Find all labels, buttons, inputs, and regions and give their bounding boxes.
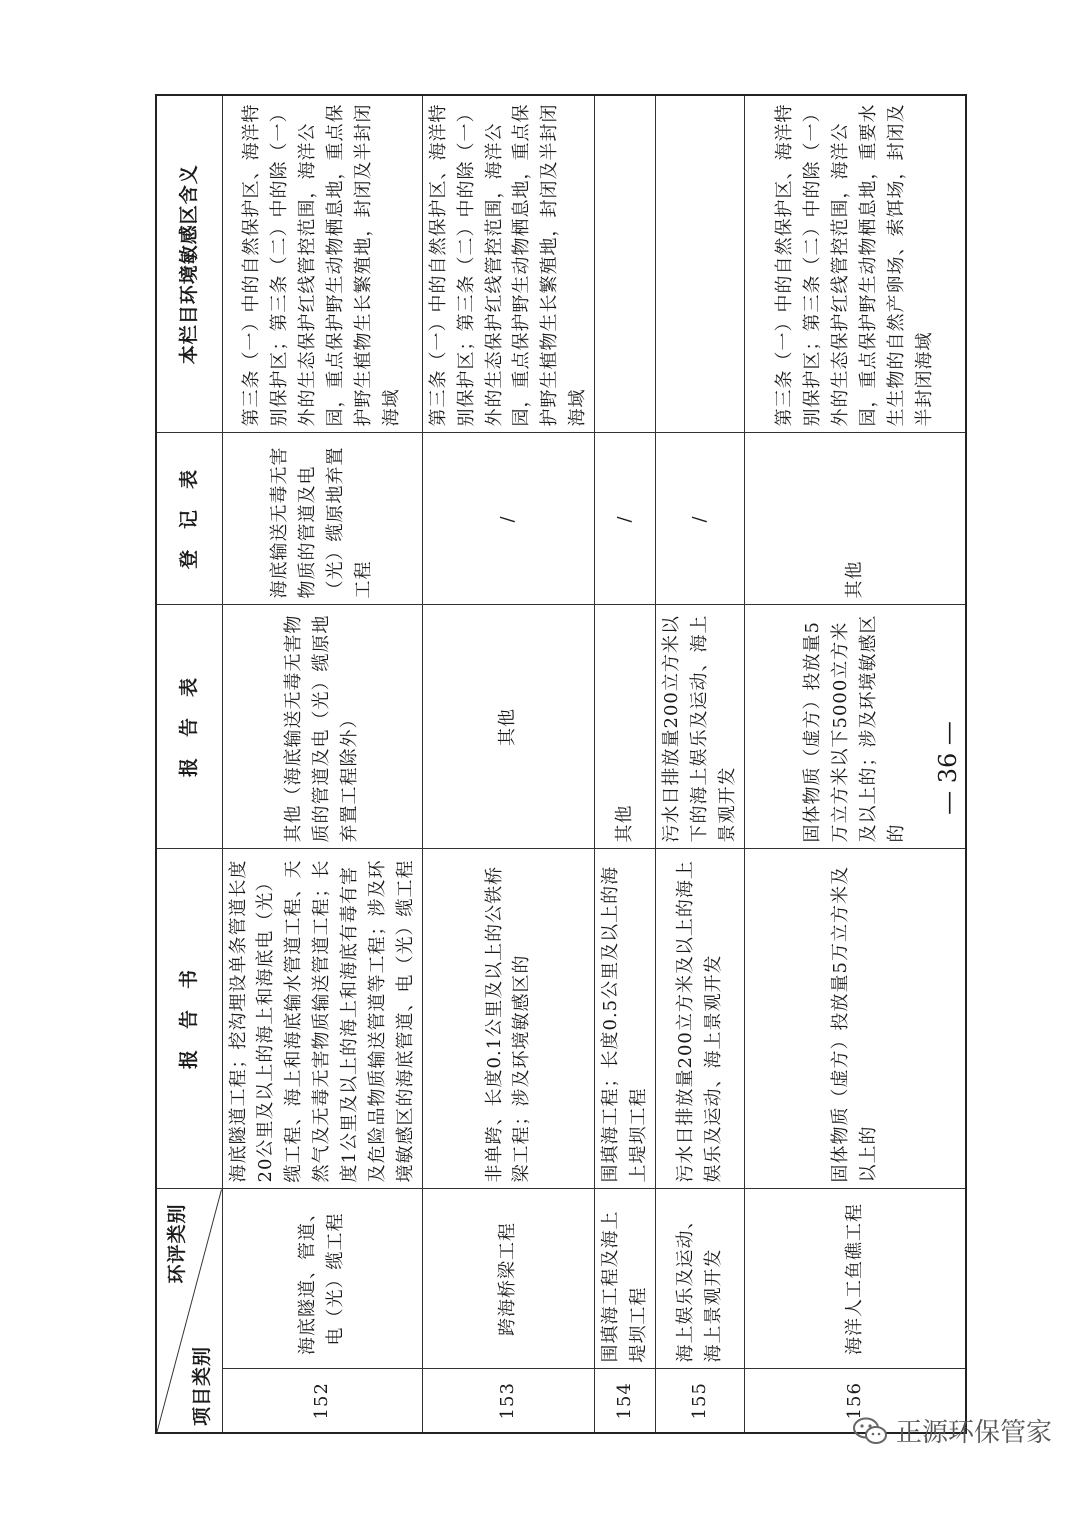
register-cell: 海底输送无毒无害物质的管道及电（光）缆原地弃置工程 (222, 433, 422, 605)
row-number: 152 (222, 1369, 422, 1433)
wechat-icon (852, 1416, 888, 1446)
report-form-cell: 其他 (595, 605, 656, 849)
report-form-cell: 污水日排放量200立方米以下的海上娱乐及运动、海上景观开发 (655, 605, 744, 849)
header-project-category: 项目类别 (191, 1345, 214, 1426)
table-header-row (156, 95, 222, 1433)
rotated-table-container (155, 96, 935, 1434)
table-row (595, 95, 656, 1433)
table-row (222, 95, 422, 1433)
eia-classification-table (155, 94, 967, 1434)
report-form-cell: 其他 (422, 605, 594, 849)
register-cell: / (595, 433, 656, 605)
header-report-book: 报 告 书 (156, 849, 222, 1189)
project-name: 围填海工程及海上堤坝工程 (595, 1189, 656, 1369)
sensitive-area-cell: 第三条（一）中的自然保护区、海洋特别保护区；第三条（二）中的除（一）外的生态保护红线管控范围，海洋公园，重点保护野生动物栖息地，重要水生生物的自然产卵场、索饵场，封闭及半封闭海域 (744, 95, 966, 433)
report-form-cell: 其他（海底输送无毒无害物质的管道及电（光）缆原地弃置工程除外） (222, 605, 422, 849)
project-name: 跨海桥梁工程 (422, 1189, 594, 1369)
diagonal-header-cell (156, 1189, 222, 1433)
row-number: 154 (595, 1369, 656, 1433)
table-row (655, 95, 744, 1433)
report-book-cell: 非单跨、长度0.1公里及以上的公铁桥梁工程；涉及环境敏感区的 (422, 849, 594, 1189)
report-book-cell: 海底隧道工程；挖沟埋设单条管道长度20公里及以上的海上和海底电（光）缆工程、海上和海底输水管道工程、天然气及无毒无害物质输送管道工程；长度1公里及以上的海上和海底有毒有害及危险品物质输送管道等工程；涉及环境敏感区的海底管道、电（光）缆工程 (222, 849, 422, 1189)
project-name: 海上娱乐及运动、海上景观开发 (655, 1189, 744, 1369)
sensitive-area-cell (655, 95, 744, 433)
register-cell: / (422, 433, 594, 605)
report-book-cell: 污水日排放量200立方米及以上的海上娱乐及运动、海上景观开发 (655, 849, 744, 1189)
row-number: 155 (655, 1369, 744, 1433)
register-cell: 其他 (744, 433, 966, 605)
page-number-text: — 36 — (934, 721, 963, 815)
sensitive-area-cell: 第三条（一）中的自然保护区、海洋特别保护区；第三条（二）中的除（一）外的生态保护红线管控范围，海洋公园，重点保护野生动物栖息地，重点保护野生植物生长繁殖地，封闭及半封闭海域 (222, 95, 422, 433)
row-number: 153 (422, 1369, 594, 1433)
header-sensitive-area: 本栏目环境敏感区含义 (156, 95, 222, 433)
page-number (918, 703, 978, 833)
row-number: 156 (744, 1369, 966, 1433)
report-book-cell: 围填海工程；长度0.5公里及以上的海上堤坝工程 (595, 849, 656, 1189)
report-form-cell: 固体物质（虚方）投放量5万立方米以下5000立方米及以上的；涉及环境敏感区的 (744, 605, 966, 849)
header-env-category: 环评类别 (166, 1203, 188, 1284)
project-name: 海底隧道、管道、电（光）缆工程 (222, 1189, 422, 1369)
sensitive-area-cell: 第三条（一）中的自然保护区、海洋特别保护区；第三条（二）中的除（一）外的生态保护红线管控范围，海洋公园，重点保护野生动物栖息地，重点保护野生植物生长繁殖地，封闭及半封闭海域 (422, 95, 594, 433)
watermark (852, 1412, 1052, 1449)
register-cell: / (655, 433, 744, 605)
project-name: 海洋人工鱼礁工程 (744, 1189, 966, 1369)
table-row (422, 95, 594, 1433)
watermark-text: 正源环保管家 (895, 1418, 1052, 1448)
sensitive-area-cell (595, 95, 656, 433)
header-register: 登 记 表 (156, 433, 222, 605)
report-book-cell: 固体物质（虚方）投放量5万立方米及以上的 (744, 849, 966, 1189)
header-report-form: 报 告 表 (156, 605, 222, 849)
